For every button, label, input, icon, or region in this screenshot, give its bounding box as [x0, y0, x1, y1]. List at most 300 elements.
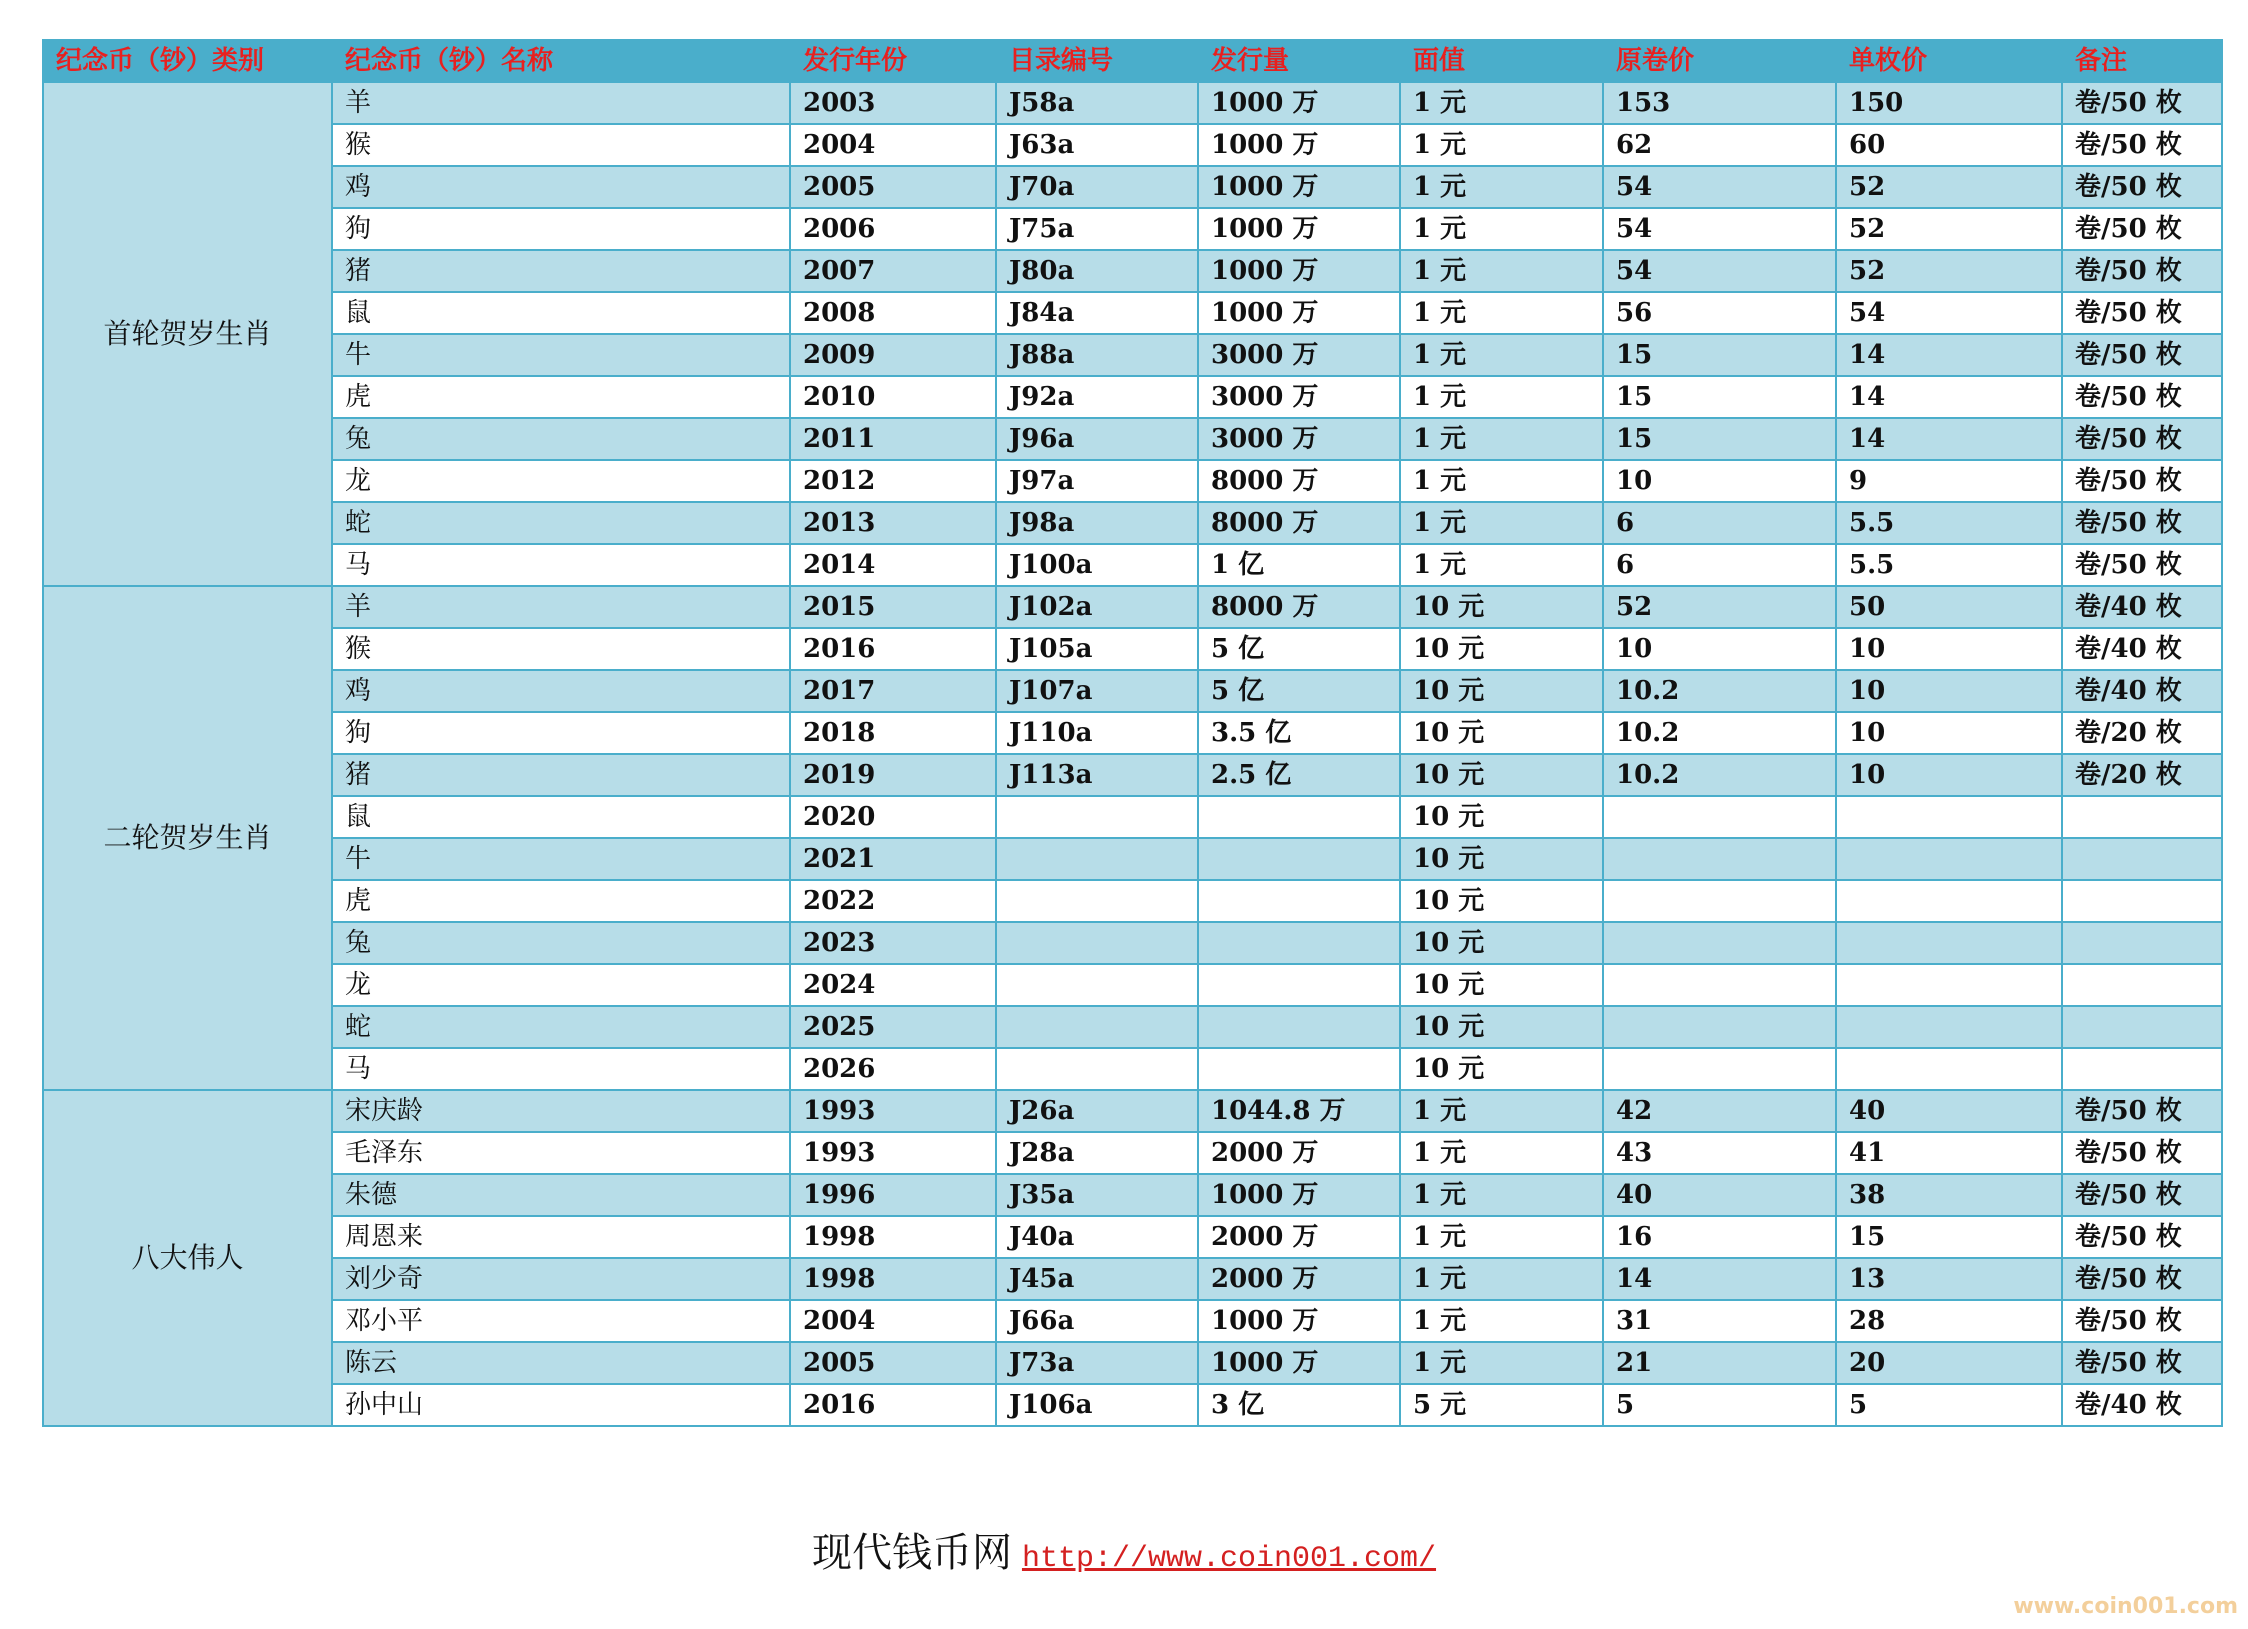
cell-remarks: 卷/40 枚	[2062, 1384, 2222, 1426]
cell-catalog-no: J58a	[996, 82, 1198, 124]
cell-year: 2023	[790, 922, 996, 964]
header-year: 发行年份	[790, 40, 996, 82]
cell-remarks: 卷/20 枚	[2062, 712, 2222, 754]
table-row	[43, 544, 2222, 586]
cell-roll-price: 16	[1603, 1216, 1836, 1258]
cell-catalog-no: J73a	[996, 1342, 1198, 1384]
cell-mintage: 3.5 亿	[1198, 712, 1400, 754]
cell-unit-price	[1836, 964, 2062, 1006]
table-row	[43, 796, 2222, 838]
cell-remarks: 卷/50 枚	[2062, 1300, 2222, 1342]
cell-unit-price	[1836, 1006, 2062, 1048]
table-header	[43, 40, 2222, 82]
cell-name: 蛇	[332, 502, 790, 544]
cell-catalog-no	[996, 922, 1198, 964]
table-row	[43, 1384, 2222, 1426]
cell-mintage: 1 亿	[1198, 544, 1400, 586]
cell-remarks: 卷/50 枚	[2062, 376, 2222, 418]
cell-face-value: 10 元	[1400, 712, 1603, 754]
cell-remarks: 卷/50 枚	[2062, 1216, 2222, 1258]
table-row	[43, 502, 2222, 544]
header-unit-price: 单枚价	[1836, 40, 2062, 82]
cell-remarks	[2062, 1048, 2222, 1090]
table-row	[43, 292, 2222, 334]
cell-catalog-no: J40a	[996, 1216, 1198, 1258]
cell-name: 狗	[332, 712, 790, 754]
category-cell: 八大伟人	[43, 1090, 332, 1426]
cell-roll-price	[1603, 1048, 1836, 1090]
cell-roll-price: 56	[1603, 292, 1836, 334]
cell-year: 2012	[790, 460, 996, 502]
cell-remarks: 卷/50 枚	[2062, 250, 2222, 292]
cell-unit-price: 10	[1836, 670, 2062, 712]
cell-year: 2006	[790, 208, 996, 250]
cell-face-value: 1 元	[1400, 334, 1603, 376]
cell-unit-price	[1836, 880, 2062, 922]
cell-name: 周恩来	[332, 1216, 790, 1258]
cell-year: 2014	[790, 544, 996, 586]
table-body	[43, 82, 2222, 1426]
cell-name: 宋庆龄	[332, 1090, 790, 1132]
cell-roll-price: 43	[1603, 1132, 1836, 1174]
cell-name: 羊	[332, 586, 790, 628]
cell-unit-price	[1836, 796, 2062, 838]
cell-year: 2010	[790, 376, 996, 418]
cell-face-value: 1 元	[1400, 1132, 1603, 1174]
cell-mintage: 1044.8 万	[1198, 1090, 1400, 1132]
cell-roll-price: 6	[1603, 544, 1836, 586]
cell-roll-price	[1603, 964, 1836, 1006]
category-cell: 首轮贺岁生肖	[43, 82, 332, 586]
cell-unit-price: 52	[1836, 208, 2062, 250]
cell-year: 2004	[790, 1300, 996, 1342]
cell-mintage: 2.5 亿	[1198, 754, 1400, 796]
cell-catalog-no: J110a	[996, 712, 1198, 754]
cell-roll-price: 15	[1603, 418, 1836, 460]
cell-catalog-no: J45a	[996, 1258, 1198, 1300]
cell-year: 2017	[790, 670, 996, 712]
cell-remarks: 卷/50 枚	[2062, 82, 2222, 124]
cell-year: 2016	[790, 628, 996, 670]
cell-face-value: 1 元	[1400, 376, 1603, 418]
cell-roll-price: 54	[1603, 250, 1836, 292]
watermark-logo: www.coin001.com	[2013, 1594, 2238, 1619]
cell-unit-price: 5.5	[1836, 502, 2062, 544]
cell-unit-price: 41	[1836, 1132, 2062, 1174]
cell-remarks: 卷/50 枚	[2062, 1132, 2222, 1174]
table-row	[43, 1258, 2222, 1300]
cell-face-value: 10 元	[1400, 922, 1603, 964]
cell-unit-price: 14	[1836, 418, 2062, 460]
cell-year: 2003	[790, 82, 996, 124]
cell-catalog-no	[996, 880, 1198, 922]
cell-catalog-no: J102a	[996, 586, 1198, 628]
cell-year: 1998	[790, 1216, 996, 1258]
cell-unit-price: 13	[1836, 1258, 2062, 1300]
cell-mintage: 3000 万	[1198, 334, 1400, 376]
cell-remarks: 卷/50 枚	[2062, 124, 2222, 166]
cell-name: 孙中山	[332, 1384, 790, 1426]
cell-roll-price	[1603, 922, 1836, 964]
cell-face-value: 10 元	[1400, 754, 1603, 796]
cell-roll-price: 10	[1603, 628, 1836, 670]
cell-unit-price: 14	[1836, 376, 2062, 418]
table-row	[43, 1216, 2222, 1258]
cell-unit-price	[1836, 922, 2062, 964]
table-row	[43, 964, 2222, 1006]
cell-mintage: 2000 万	[1198, 1132, 1400, 1174]
table-row	[43, 1048, 2222, 1090]
cell-face-value: 1 元	[1400, 502, 1603, 544]
cell-roll-price: 10.2	[1603, 754, 1836, 796]
cell-unit-price: 50	[1836, 586, 2062, 628]
site-url-link[interactable]: http://www.coin001.com/	[1021, 1542, 1437, 1576]
table-row	[43, 334, 2222, 376]
cell-catalog-no: J98a	[996, 502, 1198, 544]
table-row	[43, 754, 2222, 796]
table-row	[43, 208, 2222, 250]
cell-roll-price	[1603, 880, 1836, 922]
cell-remarks: 卷/50 枚	[2062, 502, 2222, 544]
cell-mintage: 1000 万	[1198, 1174, 1400, 1216]
cell-name: 兔	[332, 922, 790, 964]
cell-mintage: 5 亿	[1198, 670, 1400, 712]
cell-mintage: 3000 万	[1198, 376, 1400, 418]
cell-name: 牛	[332, 334, 790, 376]
cell-catalog-no: J113a	[996, 754, 1198, 796]
cell-name: 蛇	[332, 1006, 790, 1048]
cell-catalog-no: J70a	[996, 166, 1198, 208]
cell-unit-price: 28	[1836, 1300, 2062, 1342]
cell-name: 猴	[332, 124, 790, 166]
cell-unit-price: 40	[1836, 1090, 2062, 1132]
cell-face-value: 1 元	[1400, 1300, 1603, 1342]
cell-roll-price: 52	[1603, 586, 1836, 628]
cell-catalog-no	[996, 1048, 1198, 1090]
cell-remarks: 卷/50 枚	[2062, 1090, 2222, 1132]
site-name: 现代钱币网	[811, 1530, 1012, 1576]
cell-remarks: 卷/50 枚	[2062, 1342, 2222, 1384]
cell-unit-price	[1836, 838, 2062, 880]
cell-mintage	[1198, 880, 1400, 922]
cell-catalog-no: J66a	[996, 1300, 1198, 1342]
cell-unit-price	[1836, 1048, 2062, 1090]
cell-remarks: 卷/50 枚	[2062, 166, 2222, 208]
cell-year: 2024	[790, 964, 996, 1006]
cell-remarks: 卷/40 枚	[2062, 628, 2222, 670]
header-catalog-no: 目录编号	[996, 40, 1198, 82]
cell-catalog-no: J80a	[996, 250, 1198, 292]
cell-face-value: 1 元	[1400, 544, 1603, 586]
cell-mintage	[1198, 796, 1400, 838]
cell-catalog-no	[996, 838, 1198, 880]
cell-year: 2009	[790, 334, 996, 376]
cell-name: 牛	[332, 838, 790, 880]
table-row	[43, 1342, 2222, 1384]
cell-mintage	[1198, 1006, 1400, 1048]
cell-face-value: 10 元	[1400, 670, 1603, 712]
category-cell: 二轮贺岁生肖	[43, 586, 332, 1090]
cell-roll-price	[1603, 838, 1836, 880]
cell-name: 毛泽东	[332, 1132, 790, 1174]
cell-remarks	[2062, 922, 2222, 964]
cell-face-value: 10 元	[1400, 838, 1603, 880]
cell-name: 兔	[332, 418, 790, 460]
cell-roll-price: 31	[1603, 1300, 1836, 1342]
cell-unit-price: 14	[1836, 334, 2062, 376]
cell-face-value: 10 元	[1400, 964, 1603, 1006]
cell-name: 猪	[332, 250, 790, 292]
cell-year: 1993	[790, 1132, 996, 1174]
cell-roll-price: 10	[1603, 460, 1836, 502]
cell-roll-price: 62	[1603, 124, 1836, 166]
cell-face-value: 1 元	[1400, 418, 1603, 460]
cell-catalog-no: J75a	[996, 208, 1198, 250]
cell-roll-price: 54	[1603, 166, 1836, 208]
header-mintage: 发行量	[1198, 40, 1400, 82]
cell-mintage: 1000 万	[1198, 1342, 1400, 1384]
cell-face-value: 10 元	[1400, 796, 1603, 838]
cell-roll-price: 153	[1603, 82, 1836, 124]
cell-face-value: 1 元	[1400, 1216, 1603, 1258]
cell-catalog-no	[996, 964, 1198, 1006]
cell-roll-price: 14	[1603, 1258, 1836, 1300]
cell-remarks: 卷/20 枚	[2062, 754, 2222, 796]
table-row	[43, 1132, 2222, 1174]
cell-catalog-no: J63a	[996, 124, 1198, 166]
cell-name: 羊	[332, 82, 790, 124]
cell-year: 2011	[790, 418, 996, 460]
cell-catalog-no: J106a	[996, 1384, 1198, 1426]
cell-roll-price: 42	[1603, 1090, 1836, 1132]
cell-name: 朱德	[332, 1174, 790, 1216]
cell-year: 2019	[790, 754, 996, 796]
cell-face-value: 10 元	[1400, 1006, 1603, 1048]
cell-remarks: 卷/50 枚	[2062, 292, 2222, 334]
table-row	[43, 82, 2222, 124]
cell-roll-price: 54	[1603, 208, 1836, 250]
cell-name: 猴	[332, 628, 790, 670]
table-row	[43, 418, 2222, 460]
cell-unit-price: 9	[1836, 460, 2062, 502]
cell-catalog-no: J97a	[996, 460, 1198, 502]
cell-face-value: 1 元	[1400, 1174, 1603, 1216]
cell-remarks: 卷/40 枚	[2062, 670, 2222, 712]
cell-mintage: 1000 万	[1198, 166, 1400, 208]
cell-face-value: 1 元	[1400, 208, 1603, 250]
cell-unit-price: 10	[1836, 628, 2062, 670]
cell-mintage: 8000 万	[1198, 502, 1400, 544]
cell-face-value: 1 元	[1400, 82, 1603, 124]
cell-roll-price: 40	[1603, 1174, 1836, 1216]
cell-face-value: 1 元	[1400, 292, 1603, 334]
table-row	[43, 922, 2222, 964]
table-row	[43, 1300, 2222, 1342]
cell-name: 龙	[332, 460, 790, 502]
cell-unit-price: 5.5	[1836, 544, 2062, 586]
cell-remarks: 卷/50 枚	[2062, 1174, 2222, 1216]
cell-year: 2013	[790, 502, 996, 544]
cell-unit-price: 20	[1836, 1342, 2062, 1384]
cell-catalog-no: J92a	[996, 376, 1198, 418]
cell-unit-price: 10	[1836, 754, 2062, 796]
cell-face-value: 1 元	[1400, 166, 1603, 208]
cell-mintage: 3 亿	[1198, 1384, 1400, 1426]
cell-mintage: 8000 万	[1198, 586, 1400, 628]
table-row	[43, 460, 2222, 502]
cell-remarks	[2062, 880, 2222, 922]
cell-name: 鼠	[332, 292, 790, 334]
cell-remarks: 卷/50 枚	[2062, 460, 2222, 502]
coin-catalog-table	[42, 39, 2223, 1427]
cell-catalog-no	[996, 1006, 1198, 1048]
header-category: 纪念币（钞）类别	[43, 40, 332, 82]
cell-unit-price: 15	[1836, 1216, 2062, 1258]
cell-roll-price: 10.2	[1603, 670, 1836, 712]
header-name: 纪念币（钞）名称	[332, 40, 790, 82]
cell-roll-price: 6	[1603, 502, 1836, 544]
cell-remarks: 卷/50 枚	[2062, 208, 2222, 250]
header-face-value: 面值	[1400, 40, 1603, 82]
cell-unit-price: 5	[1836, 1384, 2062, 1426]
cell-remarks: 卷/50 枚	[2062, 1258, 2222, 1300]
cell-face-value: 1 元	[1400, 1090, 1603, 1132]
header-roll-price: 原卷价	[1603, 40, 1836, 82]
cell-mintage: 2000 万	[1198, 1258, 1400, 1300]
cell-year: 2025	[790, 1006, 996, 1048]
cell-year: 2005	[790, 166, 996, 208]
cell-catalog-no: J88a	[996, 334, 1198, 376]
cell-mintage: 1000 万	[1198, 208, 1400, 250]
cell-remarks	[2062, 1006, 2222, 1048]
cell-face-value: 5 元	[1400, 1384, 1603, 1426]
cell-name: 虎	[332, 880, 790, 922]
cell-name: 陈云	[332, 1342, 790, 1384]
cell-catalog-no: J100a	[996, 544, 1198, 586]
cell-roll-price: 21	[1603, 1342, 1836, 1384]
cell-roll-price	[1603, 796, 1836, 838]
cell-name: 鼠	[332, 796, 790, 838]
cell-name: 鸡	[332, 166, 790, 208]
cell-name: 龙	[332, 964, 790, 1006]
cell-unit-price: 52	[1836, 250, 2062, 292]
cell-year: 2026	[790, 1048, 996, 1090]
cell-mintage: 1000 万	[1198, 250, 1400, 292]
table-row	[43, 628, 2222, 670]
cell-name: 虎	[332, 376, 790, 418]
cell-face-value: 10 元	[1400, 880, 1603, 922]
cell-year: 2015	[790, 586, 996, 628]
cell-catalog-no: J28a	[996, 1132, 1198, 1174]
cell-face-value: 10 元	[1400, 1048, 1603, 1090]
cell-roll-price	[1603, 1006, 1836, 1048]
table-row	[43, 250, 2222, 292]
cell-remarks: 卷/50 枚	[2062, 418, 2222, 460]
cell-face-value: 1 元	[1400, 1258, 1603, 1300]
cell-mintage	[1198, 964, 1400, 1006]
cell-mintage: 8000 万	[1198, 460, 1400, 502]
cell-year: 1998	[790, 1258, 996, 1300]
cell-unit-price: 60	[1836, 124, 2062, 166]
header-remarks: 备注	[2062, 40, 2222, 82]
cell-remarks: 卷/50 枚	[2062, 544, 2222, 586]
cell-catalog-no: J26a	[996, 1090, 1198, 1132]
table-row	[43, 712, 2222, 754]
cell-mintage	[1198, 838, 1400, 880]
cell-face-value: 1 元	[1400, 1342, 1603, 1384]
cell-catalog-no: J96a	[996, 418, 1198, 460]
cell-roll-price: 15	[1603, 376, 1836, 418]
cell-mintage	[1198, 922, 1400, 964]
cell-catalog-no: J35a	[996, 1174, 1198, 1216]
cell-name: 邓小平	[332, 1300, 790, 1342]
table-row	[43, 124, 2222, 166]
cell-face-value: 1 元	[1400, 460, 1603, 502]
cell-year: 2016	[790, 1384, 996, 1426]
table-row	[43, 838, 2222, 880]
cell-name: 狗	[332, 208, 790, 250]
table-row	[43, 166, 2222, 208]
cell-remarks	[2062, 838, 2222, 880]
cell-mintage: 1000 万	[1198, 124, 1400, 166]
cell-roll-price: 5	[1603, 1384, 1836, 1426]
cell-catalog-no: J84a	[996, 292, 1198, 334]
cell-year: 2022	[790, 880, 996, 922]
cell-name: 猪	[332, 754, 790, 796]
cell-remarks: 卷/50 枚	[2062, 334, 2222, 376]
table-row	[43, 586, 2222, 628]
footer	[0, 1526, 2248, 1586]
table-row	[43, 880, 2222, 922]
cell-name: 马	[332, 544, 790, 586]
cell-mintage: 1000 万	[1198, 82, 1400, 124]
cell-year: 2004	[790, 124, 996, 166]
cell-mintage	[1198, 1048, 1400, 1090]
cell-mintage: 1000 万	[1198, 1300, 1400, 1342]
cell-remarks	[2062, 964, 2222, 1006]
cell-unit-price: 10	[1836, 712, 2062, 754]
cell-name: 鸡	[332, 670, 790, 712]
table-row	[43, 670, 2222, 712]
cell-mintage: 5 亿	[1198, 628, 1400, 670]
cell-mintage: 3000 万	[1198, 418, 1400, 460]
cell-face-value: 10 元	[1400, 586, 1603, 628]
cell-name: 马	[332, 1048, 790, 1090]
cell-unit-price: 52	[1836, 166, 2062, 208]
cell-roll-price: 10.2	[1603, 712, 1836, 754]
cell-mintage: 1000 万	[1198, 292, 1400, 334]
cell-catalog-no: J105a	[996, 628, 1198, 670]
table-row	[43, 1090, 2222, 1132]
cell-face-value: 1 元	[1400, 124, 1603, 166]
table-row	[43, 1174, 2222, 1216]
cell-year: 1996	[790, 1174, 996, 1216]
cell-face-value: 1 元	[1400, 250, 1603, 292]
cell-name: 刘少奇	[332, 1258, 790, 1300]
cell-roll-price: 15	[1603, 334, 1836, 376]
cell-remarks	[2062, 796, 2222, 838]
cell-year: 2020	[790, 796, 996, 838]
cell-mintage: 2000 万	[1198, 1216, 1400, 1258]
table-row	[43, 1006, 2222, 1048]
cell-catalog-no	[996, 796, 1198, 838]
table-row	[43, 376, 2222, 418]
cell-year: 2018	[790, 712, 996, 754]
cell-unit-price: 54	[1836, 292, 2062, 334]
header-row	[43, 40, 2222, 82]
cell-catalog-no: J107a	[996, 670, 1198, 712]
cell-year: 2005	[790, 1342, 996, 1384]
